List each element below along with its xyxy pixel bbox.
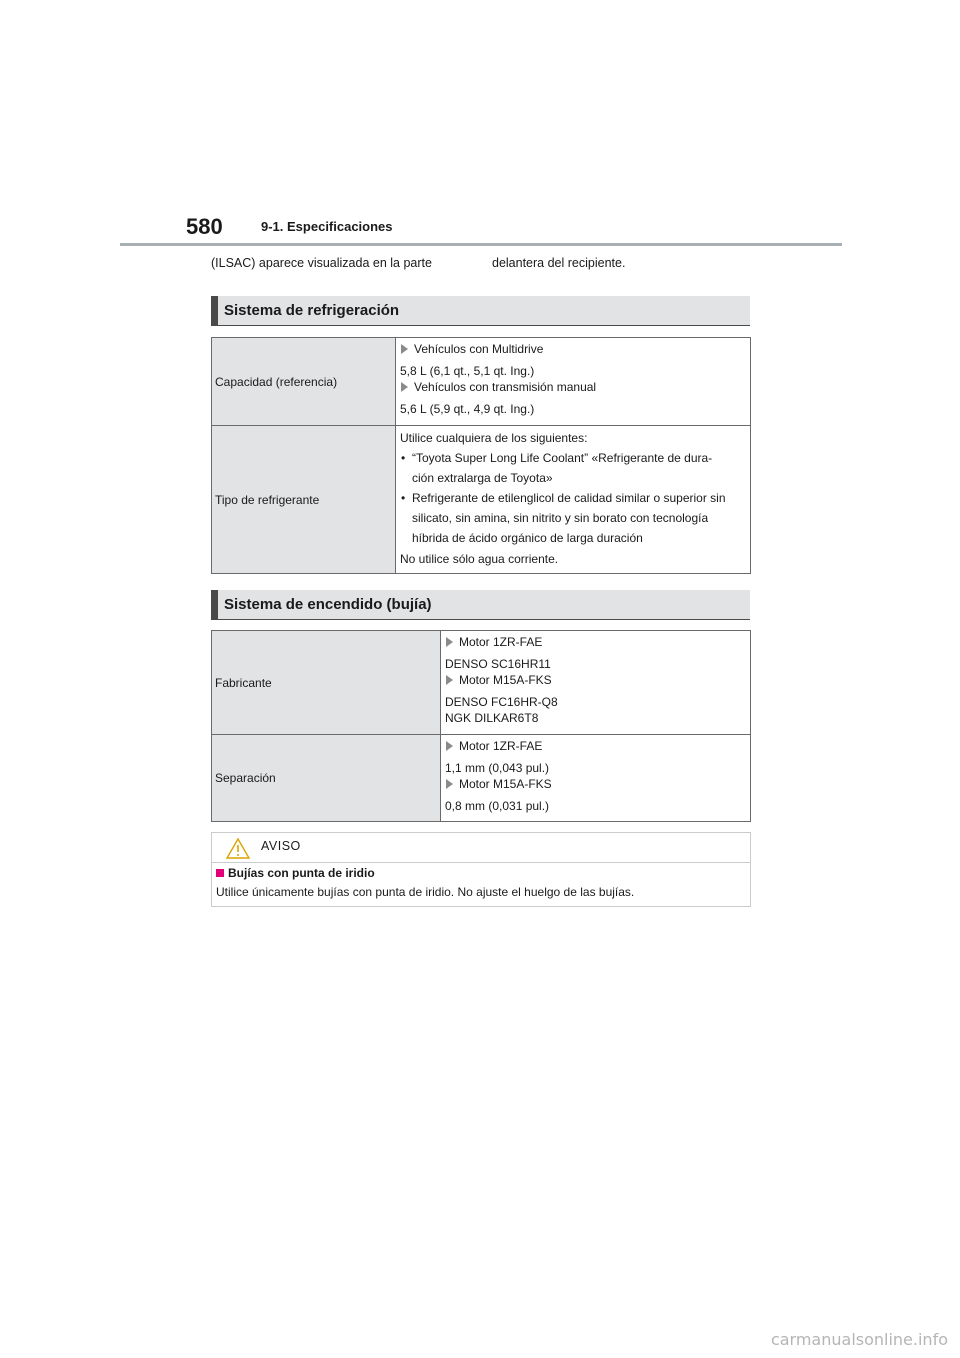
manufacturer-m15a-heading xyxy=(445,672,746,688)
triangle-bullet-icon xyxy=(446,741,453,751)
coolant-type-value xyxy=(396,426,751,574)
notice-header xyxy=(212,833,750,863)
manufacturer-1zr-value: DENSO SC16HR11 xyxy=(445,657,551,671)
section-label: 9-1. Especificaciones xyxy=(261,219,393,234)
page-number: 580 xyxy=(186,214,223,239)
manufacturer-label: Fabricante xyxy=(212,631,441,735)
gap-label: Separación xyxy=(212,735,441,822)
manufacturer-m15a-value: DENSO FC16HR-Q8 xyxy=(445,695,558,709)
gap-1zr-heading xyxy=(445,738,746,754)
bullet-text: Refrigerante de etilenglicol de calidad similar o superior sin xyxy=(412,491,726,505)
gap-1zr-value: 1,1 mm (0,043 pul.) xyxy=(445,761,550,775)
footer-watermark[interactable]: carmanualsonline.info xyxy=(770,1330,948,1349)
coolant-intro: Utilice cualquiera de los siguientes: xyxy=(400,431,588,445)
triangle-bullet-icon xyxy=(446,637,453,647)
heading-text: Motor 1ZR-FAE xyxy=(459,739,543,753)
manufacturer-m15a-value-2: NGK DILKAR6T8 xyxy=(445,711,539,725)
manufacturer-value xyxy=(441,631,751,735)
bullet-dot-icon: • xyxy=(401,491,406,505)
bullet-text: “Toyota Super Long Life Coolant” «Refrigerante de dura- xyxy=(412,451,713,465)
square-bullet-icon xyxy=(216,869,224,877)
bullet-dot-icon: • xyxy=(401,451,406,465)
capacity-manual-heading xyxy=(400,379,746,395)
notice-title: AVISO xyxy=(261,839,301,853)
cooling-section-heading: Sistema de refrigeración xyxy=(211,296,750,326)
table-row xyxy=(212,426,751,574)
ignition-spec-table xyxy=(211,630,751,822)
triangle-bullet-icon xyxy=(446,779,453,789)
heading-text: Vehículos con Multidrive xyxy=(414,342,544,356)
heading-text: Motor 1ZR-FAE xyxy=(459,635,543,649)
intro-text-right: delantera del recipiente. xyxy=(492,256,626,270)
cooling-spec-table xyxy=(211,337,751,574)
coolant-type-label: Tipo de refrigerante xyxy=(212,426,396,574)
table-row xyxy=(212,338,751,426)
heading-text: Vehículos con transmisión manual xyxy=(414,380,597,394)
coolant-bullet-1 xyxy=(400,448,746,468)
table-row xyxy=(212,735,751,822)
capacity-multidrive-heading xyxy=(400,341,746,357)
intro-text-left: (ILSAC) aparece visualizada en la parte xyxy=(211,256,432,270)
gap-m15a-value: 0,8 mm (0,031 pul.) xyxy=(445,799,550,813)
capacity-manual-value: 5,6 L (5,9 qt., 4,9 qt. Ing.) xyxy=(400,402,535,416)
coolant-bullet-2 xyxy=(400,488,746,508)
table-row xyxy=(212,631,751,735)
heading-text: Motor M15A-FKS xyxy=(459,673,552,687)
triangle-bullet-icon xyxy=(401,382,408,392)
coolant-bullet-2-cont: híbrida de ácido orgánico de larga duración xyxy=(412,531,643,545)
heading-text: Motor M15A-FKS xyxy=(459,777,552,791)
coolant-bullet-1-cont: ción extralarga de Toyota» xyxy=(412,471,553,485)
capacity-label: Capacidad (referencia) xyxy=(212,338,396,426)
triangle-bullet-icon xyxy=(401,344,408,354)
manufacturer-1zr-heading xyxy=(445,634,746,650)
warning-icon xyxy=(226,838,250,859)
coolant-bullet-2-cont: silicato, sin amina, sin nitrito y sin borato con tecnología xyxy=(412,511,709,525)
notice-box xyxy=(211,832,751,907)
notice-text: Utilice únicamente bujías con punta de iridio. No ajuste el huelgo de las bujías. xyxy=(216,885,635,899)
capacity-value xyxy=(396,338,751,426)
header-rule xyxy=(120,243,842,246)
gap-m15a-heading xyxy=(445,776,746,792)
ignition-section-heading: Sistema de encendido (bujía) xyxy=(211,590,750,620)
capacity-multidrive-value: 5,8 L (6,1 qt., 5,1 qt. Ing.) xyxy=(400,364,535,378)
coolant-note: No utilice sólo agua corriente. xyxy=(400,552,559,566)
triangle-bullet-icon xyxy=(446,675,453,685)
notice-subtitle xyxy=(216,866,375,880)
notice-subtitle-text: Bujías con punta de iridio xyxy=(228,866,375,880)
gap-value xyxy=(441,735,751,822)
